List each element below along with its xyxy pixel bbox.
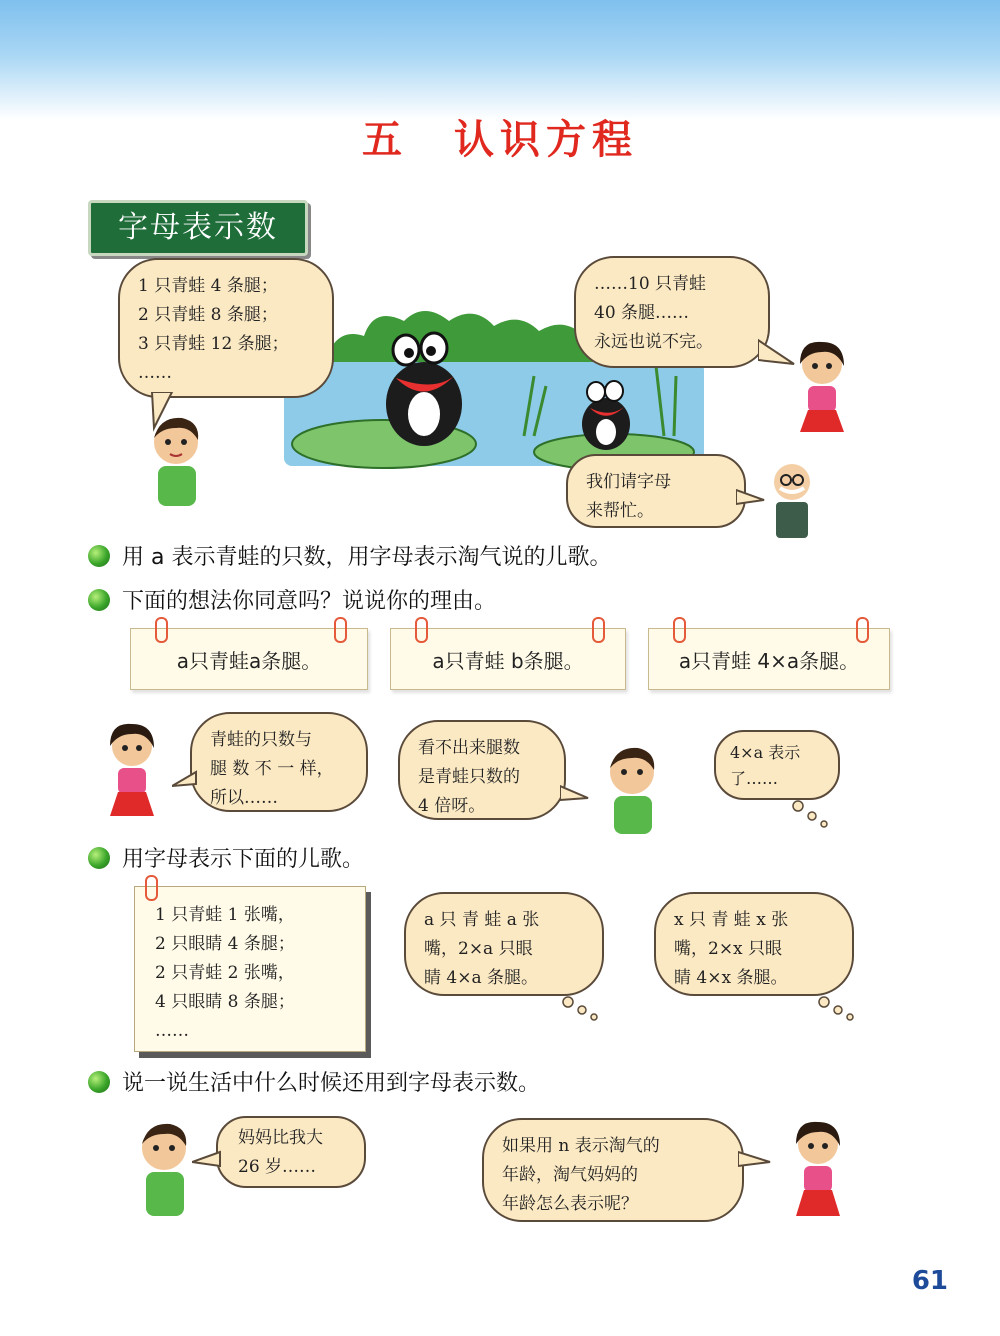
- speech-bubble-question-age: [482, 1118, 744, 1222]
- paperclip-icon: [334, 617, 347, 643]
- girl-character: [96, 716, 176, 826]
- speech-bubble-frog-rhyme: [118, 258, 334, 398]
- speech-bubble-grandpa: [566, 454, 746, 528]
- bubble-line: a 只 青 蛙 a 张: [424, 910, 540, 930]
- bubble-tail: [172, 770, 198, 790]
- question-1: [88, 540, 611, 571]
- thought-dots: [790, 798, 830, 828]
- page-number: 61: [911, 1266, 948, 1296]
- bubble-line: 3 只青蛙 12 条腿；: [138, 334, 289, 354]
- bubble-line: 4×a 表示: [730, 743, 801, 762]
- bubble-line: 来帮忙。: [586, 501, 654, 521]
- boy-taoqi-character: [126, 1118, 206, 1222]
- section-title-badge: 字母表示数: [88, 200, 308, 256]
- note-card-3: [648, 628, 890, 690]
- speech-bubble-answer-a: [404, 892, 604, 996]
- bubble-line: 所以……: [210, 788, 278, 808]
- bubble-line: 4 倍呀。: [418, 796, 486, 816]
- bullet-icon: [88, 589, 110, 611]
- bubble-line: 嘴，2×x 只眼: [674, 939, 783, 959]
- bubble-line: 1 只青蛙 4 条腿；: [138, 276, 278, 296]
- bubble-line: 看不出来腿数: [418, 738, 520, 758]
- paperclip-icon: [856, 617, 869, 643]
- bubble-line: 睛 4×a 条腿。: [424, 968, 539, 988]
- grandpa-character: [762, 458, 822, 542]
- bullet-icon: [88, 847, 110, 869]
- paperclip-icon: [145, 875, 158, 901]
- bubble-line: 年龄怎么表示呢？: [502, 1194, 638, 1214]
- thought-dots: [560, 996, 600, 1022]
- thought-bubble: [714, 730, 840, 800]
- rhyme-line: 2 只青蛙 2 张嘴，: [155, 963, 295, 983]
- rhyme-line: 1 只青蛙 1 张嘴，: [155, 905, 295, 925]
- rhyme-line: ……: [155, 1021, 189, 1041]
- question-text: 用字母表示下面的儿歌。: [122, 847, 365, 872]
- bubble-line: 了……: [730, 769, 779, 788]
- bullet-icon: [88, 1071, 110, 1093]
- speech-bubble-boy-reason: [398, 720, 566, 820]
- question-text: 用 a 表示青蛙的只数，用字母表示淘气说的儿歌。: [122, 545, 612, 570]
- paperclip-icon: [673, 617, 686, 643]
- rhyme-line: 2 只眼睛 4 条腿；: [155, 934, 295, 954]
- bubble-line: 40 条腿……: [594, 303, 690, 323]
- speech-bubble-girl-reason: [190, 712, 368, 812]
- question-4: [88, 1066, 540, 1097]
- bubble-line: 嘴，2×a 只眼: [424, 939, 533, 959]
- bubble-line: 26 岁……: [238, 1157, 317, 1177]
- speech-bubble-mom-age: [216, 1116, 366, 1188]
- bubble-tail: [560, 784, 590, 804]
- sky-background: [0, 0, 1000, 120]
- question-3: [88, 842, 364, 873]
- bubble-line: 年龄，淘气妈妈的: [502, 1165, 638, 1185]
- paperclip-icon: [592, 617, 605, 643]
- girl-character: [780, 1114, 860, 1224]
- note-card-2: [390, 628, 626, 690]
- question-text: 说一说生活中什么时候还用到字母表示数。: [122, 1071, 541, 1096]
- thought-dots: [816, 996, 856, 1022]
- note-text: a只青蛙a条腿。: [176, 648, 322, 673]
- bubble-line: ……10 只青蛙: [594, 274, 707, 294]
- question-2: [88, 584, 496, 615]
- speech-bubble-answer-x: [654, 892, 854, 996]
- bubble-line: 妈妈比我大: [238, 1128, 323, 1148]
- bubble-line: 睛 4×x 条腿。: [674, 968, 788, 988]
- speech-bubble-never-finish: [574, 256, 770, 368]
- paperclip-icon: [415, 617, 428, 643]
- bubble-line: 是青蛙只数的: [418, 767, 520, 787]
- rhyme-line: 4 只眼睛 8 条腿；: [155, 992, 295, 1012]
- bubble-line: 2 只青蛙 8 条腿；: [138, 305, 278, 325]
- note-text: a只青蛙 b条腿。: [432, 648, 584, 673]
- bubble-line: 腿 数 不 一 样，: [210, 759, 334, 779]
- small-frog: [582, 381, 630, 450]
- boy-taoqi-character: [140, 412, 220, 512]
- bubble-line: 永远也说不完。: [594, 332, 713, 352]
- bubble-line: 我们请字母: [586, 472, 671, 492]
- bubble-line: ……: [138, 363, 172, 383]
- boy-taoqi-character: [596, 742, 676, 838]
- bubble-tail: [192, 1150, 222, 1170]
- question-text: 下面的想法你同意吗？说说你的理由。: [122, 589, 497, 614]
- bubble-line: 青蛙的只数与: [210, 730, 312, 750]
- chapter-title: 五 认识方程: [362, 117, 638, 163]
- note-card-1: [130, 628, 368, 690]
- paperclip-icon: [155, 617, 168, 643]
- note-text: a只青蛙 4×a条腿。: [678, 648, 860, 673]
- girl-character: [786, 334, 856, 444]
- bubble-line: 如果用 n 表示淘气的: [502, 1136, 660, 1156]
- bubble-line: x 只 青 蛙 x 张: [674, 910, 789, 930]
- bullet-icon: [88, 545, 110, 567]
- rhyme-card: [134, 886, 366, 1052]
- bubble-tail: [738, 1150, 772, 1170]
